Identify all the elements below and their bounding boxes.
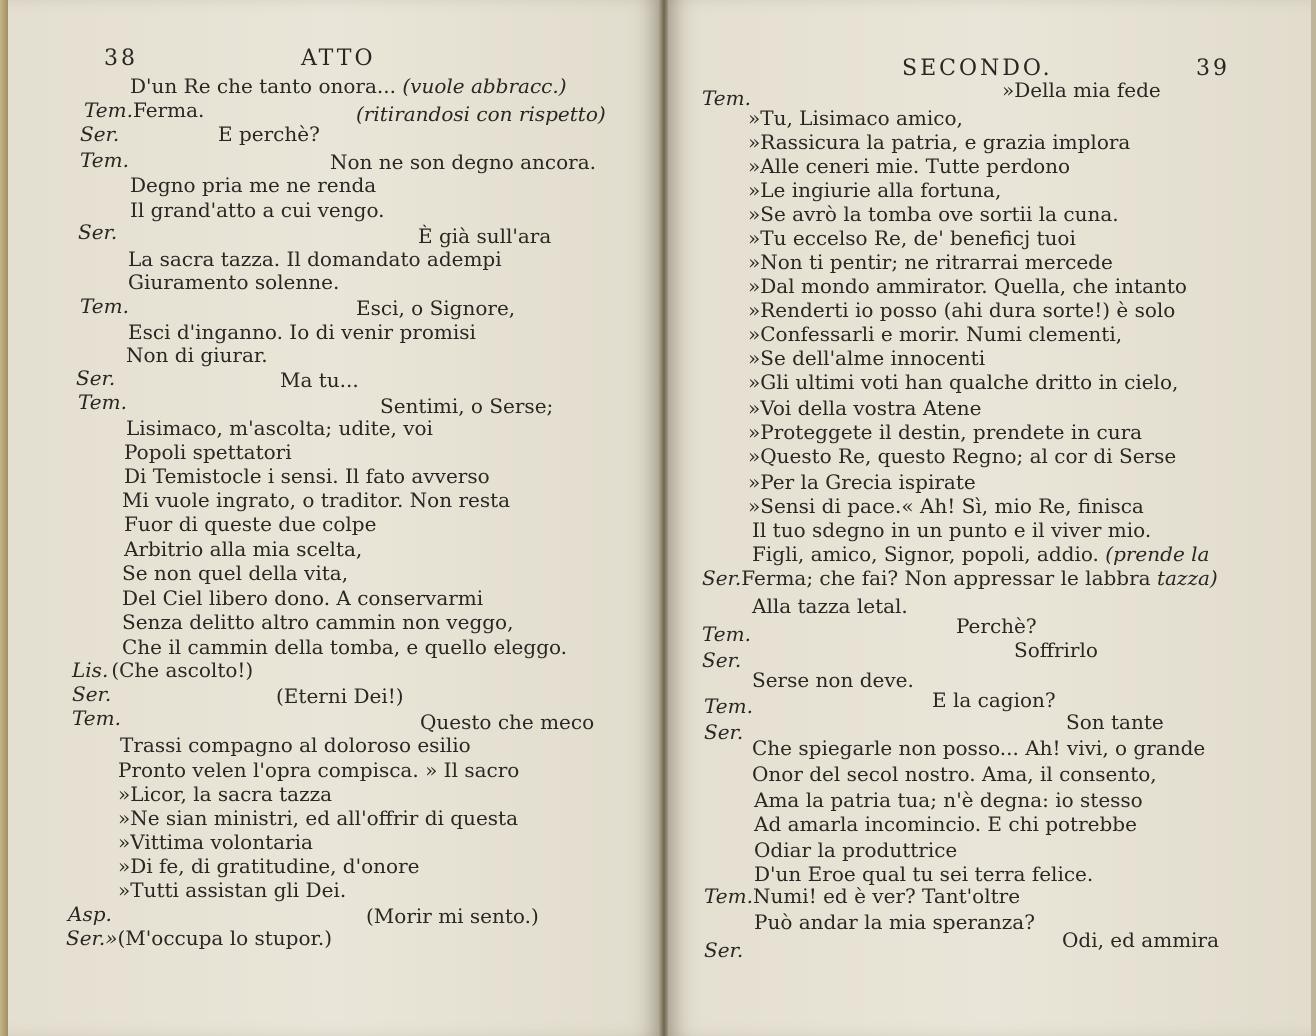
running-head: ATTO: [301, 46, 376, 71]
verse-line: »Gli ultimi voti han qualche dritto in cielo,: [748, 370, 1179, 394]
verse-line: Ser.Ferma; che fai? Non appressar le labbra tazza): [702, 566, 1218, 590]
verse-line: Senza delitto altro cammin non veggo,: [122, 610, 514, 634]
verse-line: Serse non deve.: [752, 668, 914, 692]
verse-line: Odi, ed ammira: [1062, 928, 1220, 952]
verse-line: D'un Re che tanto onora... (vuole abbracc.): [130, 74, 567, 98]
verse-line: »Vittima volontaria: [118, 830, 313, 854]
speaker-label: Ser.: [80, 122, 120, 146]
speaker-label: Tem.: [704, 694, 753, 718]
verse-line: Odiar la produttrice: [754, 838, 958, 862]
verse-line: Il grand'atto a cui vengo.: [130, 198, 385, 222]
speaker-label: Ser.: [76, 366, 116, 390]
verse-line: »Le ingiurie alla fortuna,: [748, 178, 1002, 202]
verse-line: »Dal mondo ammirator. Quella, che intanto: [748, 274, 1187, 298]
speaker-label: Ser.: [78, 220, 118, 244]
speaker-label: Ser.: [702, 648, 742, 672]
verse-line: Ad amarla incomincio. E chi potrebbe: [754, 812, 1137, 836]
page-number: 38: [104, 46, 138, 71]
verse-line: »Se avrò la tomba ove sortii la cuna.: [748, 202, 1119, 226]
speaker-label: Tem.: [80, 294, 129, 318]
verse-line: »Proteggete il destin, prendete in cura: [748, 420, 1143, 444]
verse-line: È già sull'ara: [418, 224, 552, 248]
verse-line: Giuramento solenne.: [128, 270, 340, 294]
page-edge: [1311, 0, 1316, 1036]
verse-line: Che spiegarle non posso... Ah! vivi, o grande: [752, 736, 1206, 760]
speaker-label: Asp.: [68, 902, 112, 926]
verse-line: »Confessarli e morir. Numi clementi,: [748, 322, 1123, 346]
verse-line: »Ne sian ministri, ed all'offrir di questa: [118, 806, 518, 830]
verse-line: »Renderti io posso (ahi dura sorte!) è solo: [748, 298, 1176, 322]
verse-line: Alla tazza letal.: [752, 594, 908, 618]
verse-line: Del Ciel libero dono. A conservarmi: [122, 586, 484, 610]
verse-line: (Morir mi sento.): [366, 904, 539, 928]
verse-line: »Rassicura la patria, e grazia implora: [748, 130, 1131, 154]
verse-line: »Se dell'alme innocenti: [748, 346, 986, 370]
verse-line: »Tu eccelso Re, de' beneficj tuoi: [748, 226, 1076, 250]
speaker-label: Tem.: [78, 390, 127, 414]
verse-line: Perchè?: [956, 614, 1037, 638]
verse-line: Arbitrio alla mia scelta,: [124, 537, 363, 561]
speaker-label: Ser.: [704, 720, 744, 744]
verse-line: (Eterni Dei!): [276, 684, 404, 708]
verse-line: Popoli spettatori: [124, 440, 292, 464]
speaker-label: Tem.: [80, 148, 129, 172]
verse-line: Esci, o Signore,: [356, 296, 516, 320]
verse-line: Esci d'inganno. Io di venir promisi: [128, 320, 476, 344]
verse-line: Lisimaco, m'ascolta; udite, voi: [126, 416, 433, 440]
right-page: [668, 0, 1312, 1036]
verse-line: »Tu, Lisimaco amico,: [748, 106, 963, 130]
verse-line: »Voi della vostra Atene: [748, 396, 982, 420]
speaker-label: Ser.: [72, 682, 112, 706]
stage-direction: (ritirandosi con rispetto): [356, 102, 606, 126]
verse-line: Tem.Numi! ed è ver? Tant'oltre: [704, 884, 1021, 908]
verse-line: Ama la patria tua; n'è degna: io stesso: [754, 788, 1143, 812]
verse-line: Non di giurar.: [126, 343, 268, 367]
verse-line: »Sensi di pace.« Ah! Sì, mio Re, finisca: [748, 494, 1144, 518]
verse-line: »Licor, la sacra tazza: [118, 782, 333, 806]
verse-line: »Per la Grecia ispirate: [748, 470, 976, 494]
verse-line: »Alle ceneri mie. Tutte perdono: [748, 154, 1071, 178]
verse-line: »Di fe, di gratitudine, d'onore: [118, 854, 420, 878]
verse-line: Degno pria me ne renda: [130, 173, 377, 197]
verse-line: Lis. (Che ascolto!): [72, 658, 254, 682]
verse-line: »Della mia fede: [1002, 78, 1161, 102]
verse-line: E perchè?: [218, 122, 320, 146]
running-head: SECONDO.: [902, 56, 1053, 81]
verse-line: »Tutti assistan gli Dei.: [118, 878, 347, 902]
verse-line: Può andar la mia speranza?: [754, 910, 1035, 934]
verse-line: Non ne son degno ancora.: [330, 150, 597, 174]
verse-line: Trassi compagno al doloroso esilio: [120, 733, 471, 757]
verse-line: Questo che meco: [420, 710, 595, 734]
verse-line: Ma tu...: [280, 368, 359, 392]
verse-line: Onor del secol nostro. Ama, il consento,: [752, 762, 1157, 786]
verse-line: Sentimi, o Serse;: [380, 394, 554, 418]
verse-line: Che il cammin della tomba, e quello eleggo.: [122, 635, 568, 659]
verse-line: »Non ti pentir; ne ritrarrai mercede: [748, 250, 1113, 274]
verse-line: Fuor di queste due colpe: [124, 512, 377, 536]
verse-line: La sacra tazza. Il domandato adempi: [128, 247, 502, 271]
verse-line: Mi vuole ingrato, o traditor. Non resta: [122, 488, 511, 512]
verse-line: »Questo Re, questo Regno; al cor di Serse: [748, 444, 1177, 468]
verse-line: E la cagion?: [932, 688, 1056, 712]
speaker-label: Tem.: [702, 622, 751, 646]
verse-line: Se non quel della vita,: [122, 561, 349, 585]
speaker-label: Tem.: [702, 86, 751, 110]
verse-line: Pronto velen l'opra compisca. » Il sacro: [118, 758, 520, 782]
verse-line: Soffrirlo: [1014, 638, 1098, 662]
verse-line: Tem.Ferma.: [84, 98, 205, 122]
speaker-label: Tem.: [72, 706, 121, 730]
verse-line: Di Temistocle i sensi. Il fato avverso: [124, 464, 490, 488]
verse-line: Il tuo sdegno in un punto e il viver mio.: [752, 518, 1152, 542]
verse-line: D'un Eroe qual tu sei terra felice.: [754, 862, 1094, 886]
page-number: 39: [1196, 56, 1230, 81]
left-page: [8, 0, 660, 1036]
verse-line: Son tante: [1066, 710, 1164, 734]
verse-line: Figli, amico, Signor, popoli, addio. (prende la: [752, 542, 1210, 566]
speaker-label: Ser.: [704, 938, 744, 962]
verse-line: Ser.»(M'occupa lo stupor.): [66, 926, 333, 950]
